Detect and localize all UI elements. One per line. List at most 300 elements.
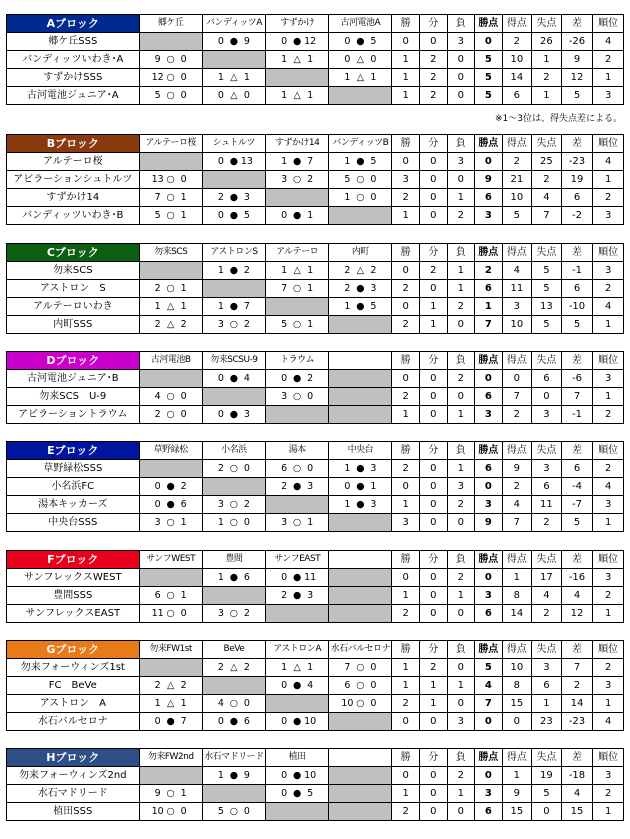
goals-against: 5 [532,262,562,280]
result-cell [266,713,329,731]
goal-diff: 5 [561,316,593,334]
table-row [7,298,624,316]
rank: 3 [593,569,624,587]
result-mark: ● [356,481,365,492]
goals-for: 2 [502,153,532,171]
goals-for: 14 [502,69,532,87]
stat-header: 分 [419,135,447,153]
score-for: 1 [281,265,288,276]
goals-against: 5 [532,280,562,298]
result-mark: ● [229,716,239,727]
result-cell [266,153,329,171]
goal-diff: -1 [561,406,593,424]
stat-header: 得点 [502,15,532,33]
score-against: 12 [304,36,317,47]
goals-for: 15 [502,803,532,821]
score-against: 2 [243,662,250,673]
losses: 2 [447,569,475,587]
result-cell [329,280,392,298]
goal-diff: 15 [561,803,593,821]
wins: 2 [392,605,420,623]
score-against: 4 [243,373,250,384]
goal-diff: 4 [561,587,593,605]
score-for: 0 [217,716,224,727]
result-cell [202,713,265,731]
score-against: 1 [307,319,314,330]
score-against: 2 [243,608,250,619]
result-mark: ● [229,301,239,312]
rank: 3 [593,370,624,388]
score-against: 0 [180,54,187,65]
losses: 0 [447,171,475,189]
league-table [6,550,624,623]
result-cell [202,460,265,478]
losses: 0 [447,69,475,87]
opponent-header: アストロンS [202,244,265,262]
opponent-header [329,749,392,767]
goals-against: 1 [532,87,562,105]
draws: 2 [419,262,447,280]
result-mark: ○ [166,283,175,294]
stat-header: 失点 [532,551,562,569]
draws: 0 [419,171,447,189]
header-row [7,551,624,569]
team-name: 植田SSS [7,803,140,821]
score-against: 1 [180,517,187,528]
result-mark: ● [292,36,302,47]
goals-for: 2 [502,406,532,424]
result-cell [266,51,329,69]
result-mark: ● [229,373,239,384]
losses: 2 [447,298,475,316]
goals-against: 0 [532,388,562,406]
block-g [6,640,624,731]
result-cell [329,496,392,514]
score-for: 3 [217,499,224,510]
goal-diff: 5 [561,514,593,532]
rank: 2 [593,189,624,207]
team-name: 水石マドリード [7,785,140,803]
result-mark: ● [166,499,175,510]
table-row [7,713,624,731]
score-against: 0 [243,517,250,528]
score-against: 6 [243,572,250,583]
goals-for: 10 [502,189,532,207]
points: 6 [475,280,503,298]
draws: 0 [419,514,447,532]
score-against: 3 [370,283,377,294]
score-for: 1 [344,301,351,312]
team-name: 草野緑松SSS [7,460,140,478]
table-row [7,659,624,677]
score-for: 0 [281,210,288,221]
wins: 2 [392,388,420,406]
opponent-header: 水石バルセロナ [329,641,392,659]
result-mark: ● [292,590,302,601]
blank-cell [329,388,392,406]
result-cell [329,262,392,280]
score-against: 6 [180,499,187,510]
score-for: 1 [344,499,351,510]
stat-header: 勝 [392,551,420,569]
score-against: 0 [180,806,187,817]
blank-cell [329,803,392,821]
goal-diff: -4 [561,478,593,496]
result-mark: ● [292,481,302,492]
blank-cell [139,262,202,280]
blank-cell [202,51,265,69]
score-against: 1 [243,72,250,83]
result-cell [202,316,265,334]
goals-against: 2 [532,171,562,189]
goals-against: 6 [532,478,562,496]
losses: 2 [447,370,475,388]
stat-header: 分 [419,551,447,569]
result-mark: ● [292,770,302,781]
result-mark: △ [167,698,175,709]
score-against: 2 [307,373,314,384]
table-row [7,677,624,695]
result-cell [329,153,392,171]
draws: 2 [419,87,447,105]
stat-header: 負 [447,244,475,262]
score-for: 0 [217,373,224,384]
score-against: 1 [180,192,187,203]
score-for: 1 [281,90,288,101]
goals-against: 2 [532,605,562,623]
losses: 0 [447,514,475,532]
score-against: 7 [180,716,187,727]
draws: 1 [419,677,447,695]
blank-cell [202,388,265,406]
score-for: 3 [154,517,161,528]
result-cell [202,262,265,280]
result-cell [266,767,329,785]
goals-for: 4 [502,262,532,280]
opponent-header: バンディッツB [329,135,392,153]
score-for: 1 [344,463,351,474]
result-mark: ○ [356,192,365,203]
goals-for: 8 [502,587,532,605]
block-c [6,243,624,334]
score-against: 13 [240,156,253,167]
rank: 3 [593,262,624,280]
score-against: 5 [370,301,377,312]
result-mark: ● [166,716,175,727]
opponent-header: 古河電池B [139,352,202,370]
losses: 0 [447,605,475,623]
result-mark: ○ [229,319,239,330]
points: 6 [475,605,503,623]
blank-cell [139,767,202,785]
block-name: Aブロック [7,15,140,33]
result-cell [139,87,202,105]
opponent-header: 植田 [266,749,329,767]
stat-header: 勝 [392,135,420,153]
score-for: 0 [344,481,351,492]
rank: 4 [593,713,624,731]
rank: 1 [593,171,624,189]
league-table [6,134,624,225]
result-mark: ○ [166,54,175,65]
result-cell [202,659,265,677]
rank: 2 [593,460,624,478]
goals-for: 9 [502,785,532,803]
score-for: 0 [281,373,288,384]
score-for: 7 [154,192,161,203]
goal-diff: -1 [561,262,593,280]
result-mark: △ [293,90,301,101]
goals-against: 7 [532,207,562,225]
result-cell [202,207,265,225]
score-against: 2 [243,499,250,510]
result-mark: ○ [166,608,175,619]
rank: 2 [593,406,624,424]
goal-diff: -23 [561,153,593,171]
stat-header: 失点 [532,135,562,153]
goals-for: 5 [502,207,532,225]
team-name: バンディッツいわき･A [7,51,140,69]
wins: 1 [392,51,420,69]
result-cell [266,87,329,105]
table-row [7,189,624,207]
result-cell [202,406,265,424]
blank-cell [266,496,329,514]
goals-for: 15 [502,695,532,713]
result-cell [202,695,265,713]
team-name: 小名浜FC [7,478,140,496]
wins: 1 [392,785,420,803]
result-cell [139,713,202,731]
score-for: 3 [281,391,288,402]
result-mark: ● [229,156,239,167]
goals-against: 1 [532,51,562,69]
result-cell [329,171,392,189]
goal-diff: 4 [561,785,593,803]
stat-header: 負 [447,15,475,33]
score-for: 1 [217,301,224,312]
blank-cell [266,406,329,424]
blank-cell [329,767,392,785]
goals-for: 0 [502,713,532,731]
opponent-header: トラウム [266,352,329,370]
draws: 1 [419,298,447,316]
stat-header: 分 [419,442,447,460]
stat-header: 勝 [392,442,420,460]
result-mark: ● [356,156,365,167]
score-against: 0 [243,806,250,817]
blank-cell [329,316,392,334]
result-mark: △ [293,662,301,673]
blank-cell [202,587,265,605]
losses: 1 [447,406,475,424]
draws: 0 [419,587,447,605]
result-mark: ○ [292,319,302,330]
losses: 3 [447,153,475,171]
result-mark: ○ [166,210,175,221]
block-e [6,441,624,532]
score-against: 0 [370,54,377,65]
result-mark: ○ [229,806,239,817]
blank-cell [266,298,329,316]
stat-header: 分 [419,15,447,33]
team-name: バンディッツいわき･B [7,207,140,225]
stat-header: 負 [447,749,475,767]
points: 0 [475,767,503,785]
losses: 1 [447,677,475,695]
stat-header: 差 [561,641,593,659]
score-for: 1 [217,72,224,83]
result-mark: ● [229,192,239,203]
team-name: 郷ケ丘SSS [7,33,140,51]
header-row [7,15,624,33]
score-against: 7 [243,301,250,312]
result-cell [139,207,202,225]
blank-cell [202,785,265,803]
team-name: アストロン A [7,695,140,713]
opponent-header: シュトルツ [202,135,265,153]
score-against: 0 [180,409,187,420]
league-table [6,14,624,105]
points: 5 [475,87,503,105]
stat-header: 失点 [532,749,562,767]
score-for: 3 [281,517,288,528]
stat-header: 順位 [593,442,624,460]
losses: 0 [447,659,475,677]
result-cell [202,370,265,388]
draws: 0 [419,207,447,225]
table-row [7,33,624,51]
league-table [6,351,624,424]
losses: 1 [447,587,475,605]
result-cell [139,406,202,424]
score-for: 1 [344,156,351,167]
stat-header: 勝 [392,15,420,33]
result-cell [139,785,202,803]
result-mark: ● [356,36,365,47]
result-mark: ● [356,283,365,294]
blank-cell [139,33,202,51]
score-against: 9 [243,770,250,781]
score-for: 1 [217,572,224,583]
goals-against: 23 [532,713,562,731]
score-against: 7 [307,156,314,167]
league-table [6,640,624,731]
opponent-header: バンディッツA [202,15,265,33]
blank-cell [329,587,392,605]
result-mark: △ [293,265,301,276]
result-mark: ● [292,716,302,727]
header-row [7,135,624,153]
draws: 0 [419,280,447,298]
stat-header: 順位 [593,15,624,33]
score-against: 2 [243,319,250,330]
team-name: サンフレックスEAST [7,605,140,623]
result-mark: ○ [166,72,175,83]
result-mark: ○ [292,463,302,474]
score-for: 6 [344,680,351,691]
score-for: 12 [151,72,164,83]
goals-for: 11 [502,280,532,298]
blank-cell [266,605,329,623]
stat-header: 得点 [502,135,532,153]
score-for: 6 [154,590,161,601]
score-for: 2 [154,319,161,330]
result-cell [139,189,202,207]
points: 9 [475,171,503,189]
score-against: 5 [370,36,377,47]
stat-header: 得点 [502,244,532,262]
score-for: 0 [281,680,288,691]
score-against: 0 [243,90,250,101]
table-row [7,153,624,171]
wins: 2 [392,803,420,821]
blank-cell [139,460,202,478]
result-cell [266,370,329,388]
table-row [7,496,624,514]
result-mark: ○ [356,662,365,673]
score-against: 3 [307,590,314,601]
result-mark: ○ [229,698,239,709]
score-for: 1 [217,770,224,781]
wins: 1 [392,207,420,225]
stat-header: 順位 [593,551,624,569]
score-against: 0 [370,192,377,203]
result-cell [329,33,392,51]
score-against: 3 [243,192,250,203]
score-against: 0 [180,391,187,402]
wins: 2 [392,280,420,298]
result-cell [266,316,329,334]
team-name: 勿来フォーウィンズ2nd [7,767,140,785]
result-cell [329,677,392,695]
score-for: 0 [217,409,224,420]
points: 3 [475,785,503,803]
points: 3 [475,496,503,514]
score-against: 1 [307,90,314,101]
score-against: 0 [370,174,377,185]
result-cell [139,280,202,298]
table-row [7,388,624,406]
score-for: 0 [217,210,224,221]
score-for: 0 [217,90,224,101]
goals-against: 19 [532,767,562,785]
stat-header: 差 [561,352,593,370]
result-cell [139,803,202,821]
result-cell [202,569,265,587]
score-for: 0 [281,716,288,727]
score-against: 2 [243,265,250,276]
result-cell [266,460,329,478]
stat-header: 勝点 [475,244,503,262]
score-for: 0 [281,770,288,781]
team-name: 勿来フォーウィンズ1st [7,659,140,677]
result-mark: ○ [229,608,239,619]
stat-header: 負 [447,641,475,659]
result-mark: ○ [356,698,365,709]
score-for: 2 [154,680,161,691]
stat-header: 順位 [593,244,624,262]
opponent-header: 勿来FW1st [139,641,202,659]
stat-header: 得点 [502,442,532,460]
score-against: 5 [370,156,377,167]
score-for: 2 [217,662,224,673]
score-for: 3 [217,319,224,330]
score-for: 10 [151,806,164,817]
team-name: 勿来SCS U-9 [7,388,140,406]
stat-header: 差 [561,244,593,262]
score-against: 6 [243,716,250,727]
